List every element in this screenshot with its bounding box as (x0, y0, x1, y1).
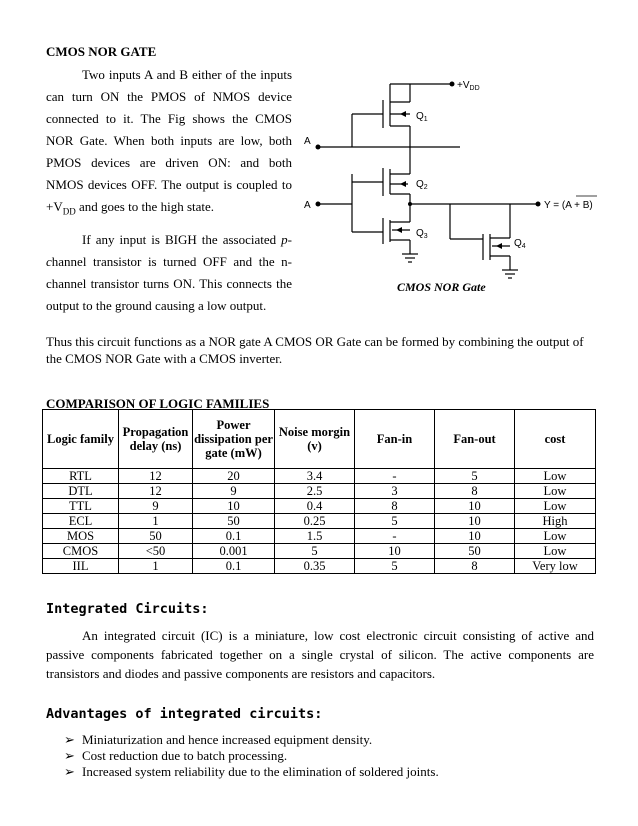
table-cell: IIL (43, 559, 119, 574)
table-cell: 8 (435, 484, 515, 499)
col-header: Noise morgin (v) (275, 410, 355, 469)
list-item-text: Miniaturization and hence increased equipment density. (82, 732, 373, 747)
list-item (64, 748, 439, 764)
table-row (43, 484, 596, 499)
table-cell: TTL (43, 499, 119, 514)
paragraph-ic-definition: An integrated circuit (IC) is a miniature, low cost electronic circuit consisting of active and passive components fabricated together on a single crystal of silicon. The active components are transistors and diodes and passive components are resistors and capacitors. (46, 628, 594, 681)
table-cell: 1 (119, 514, 193, 529)
section-heading-advantages: Advantages of integrated circuits: (46, 706, 323, 722)
input-a2-label: A (304, 200, 311, 211)
table-row (43, 469, 596, 484)
q3-arrow (396, 227, 402, 233)
table-cell: 3 (355, 484, 435, 499)
vdd-label: $+V_{DD}$ (457, 80, 480, 92)
table-cell: 1.5 (275, 529, 355, 544)
col-header: cost (515, 410, 596, 469)
table-cell: 5 (435, 469, 515, 484)
table-cell: 8 (355, 499, 435, 514)
table-cell: 10 (193, 499, 275, 514)
table-cell: 10 (435, 514, 515, 529)
q1-label: $Q_1$ (416, 111, 428, 123)
table-cell: 50 (193, 514, 275, 529)
list-item (64, 764, 439, 780)
input-a2-terminal (316, 202, 321, 207)
para1-tail: and goes to the high state. (75, 199, 215, 214)
table-row (43, 514, 596, 529)
table-cell: CMOS (43, 544, 119, 559)
table-cell: 8 (435, 559, 515, 574)
table-row (43, 529, 596, 544)
list-item (64, 732, 439, 748)
cmos-nor-gate-diagram (300, 74, 600, 296)
table-row (43, 544, 596, 559)
figure-caption: CMOS NOR Gate (397, 280, 486, 294)
table-cell: Low (515, 529, 596, 544)
para1-text: Two inputs A and B either of the inputs can turn ON the PMOS of NMOS device connected to it. The Fig shows the CMOS NOR Gate. When both inputs are low, both PMOS devices are driven ON: and both NMOS devices OFF. The output is coupled to +V (46, 67, 292, 214)
q2-arrow (400, 181, 406, 187)
table-cell: 9 (119, 499, 193, 514)
table-cell: 0.1 (193, 559, 275, 574)
table-cell: 10 (435, 499, 515, 514)
q2-label: $Q_2$ (416, 179, 428, 191)
table-cell: 5 (275, 544, 355, 559)
table-cell: <50 (119, 544, 193, 559)
q4-arrow (496, 243, 502, 249)
table-cell: Low (515, 544, 596, 559)
table-cell: 0.25 (275, 514, 355, 529)
paragraph-cmos-description (46, 64, 292, 223)
q4-label: $Q_4$ (514, 238, 526, 250)
table-cell: 1 (119, 559, 193, 574)
col-header: Power dissipation per gate (mW) (193, 410, 275, 469)
table-cell: Low (515, 484, 596, 499)
table-cell: 10 (355, 544, 435, 559)
table-cell: - (355, 529, 435, 544)
table-cell: 0.001 (193, 544, 275, 559)
table-cell: 0.35 (275, 559, 355, 574)
table-cell: - (355, 469, 435, 484)
para2-text-a: If any input is BIGH the associated (82, 232, 282, 247)
q1-arrow (400, 111, 406, 117)
table-cell: MOS (43, 529, 119, 544)
advantages-list (64, 732, 439, 780)
table-cell: 5 (355, 559, 435, 574)
section-heading-cmos-nor: CMOS NOR GATE (46, 44, 157, 59)
table-cell: 0.4 (275, 499, 355, 514)
table-cell: 12 (119, 469, 193, 484)
table-cell: 12 (119, 484, 193, 499)
table-cell: DTL (43, 484, 119, 499)
table-cell: Low (515, 469, 596, 484)
col-header: Propagation delay (ns) (119, 410, 193, 469)
section-heading-comparison: COMPARISON OF LOGIC FAMILIES (46, 396, 270, 411)
table-cell: 50 (435, 544, 515, 559)
q3-label: $Q_3$ (416, 228, 428, 240)
arrow-bullet-icon: ➢ (64, 764, 75, 779)
table-cell: ECL (43, 514, 119, 529)
table-cell: 5 (355, 514, 435, 529)
table-cell: 9 (193, 484, 275, 499)
junction-out (408, 202, 412, 206)
table-header-row (43, 410, 596, 469)
list-item-text: Cost reduction due to batch processing. (82, 748, 288, 763)
table-row (43, 559, 596, 574)
logic-families-table (42, 409, 596, 574)
para2-text-b: hannel transistor is turned OFF and the n-channel transistor turns ON. This connects the output to the ground causing a low output. (46, 254, 292, 313)
table-cell: 50 (119, 529, 193, 544)
col-header: Fan-in (355, 410, 435, 469)
para2-italic: p-c (46, 232, 292, 269)
table-row (43, 499, 596, 514)
arrow-bullet-icon: ➢ (64, 732, 75, 747)
paragraph-cmos-input-high (46, 229, 292, 317)
table-cell: Low (515, 499, 596, 514)
table-cell: 3.4 (275, 469, 355, 484)
input-a1-label: A (304, 136, 311, 147)
vdd-terminal (450, 82, 455, 87)
col-header: Fan-out (435, 410, 515, 469)
table-cell: RTL (43, 469, 119, 484)
output-terminal (536, 202, 541, 207)
input-a1-terminal (316, 145, 321, 150)
table-cell: 10 (435, 529, 515, 544)
table-cell: 2.5 (275, 484, 355, 499)
list-item-text: Increased system reliability due to the elimination of soldered joints. (82, 764, 439, 779)
table-cell: High (515, 514, 596, 529)
table-cell: 20 (193, 469, 275, 484)
table-cell: 0.1 (193, 529, 275, 544)
paragraph-nor-or-conclusion: Thus this circuit functions as a NOR gate A CMOS OR Gate can be formed by combining the output of the CMOS NOR Gate with a CMOS inverter. (46, 334, 584, 366)
para1-sub: DD (62, 206, 76, 217)
output-label: Y = (A + B) (544, 200, 593, 211)
section-heading-integrated-circuits: Integrated Circuits: (46, 601, 209, 617)
table-cell: Very low (515, 559, 596, 574)
arrow-bullet-icon: ➢ (64, 748, 75, 763)
col-header: Logic family (43, 410, 119, 469)
